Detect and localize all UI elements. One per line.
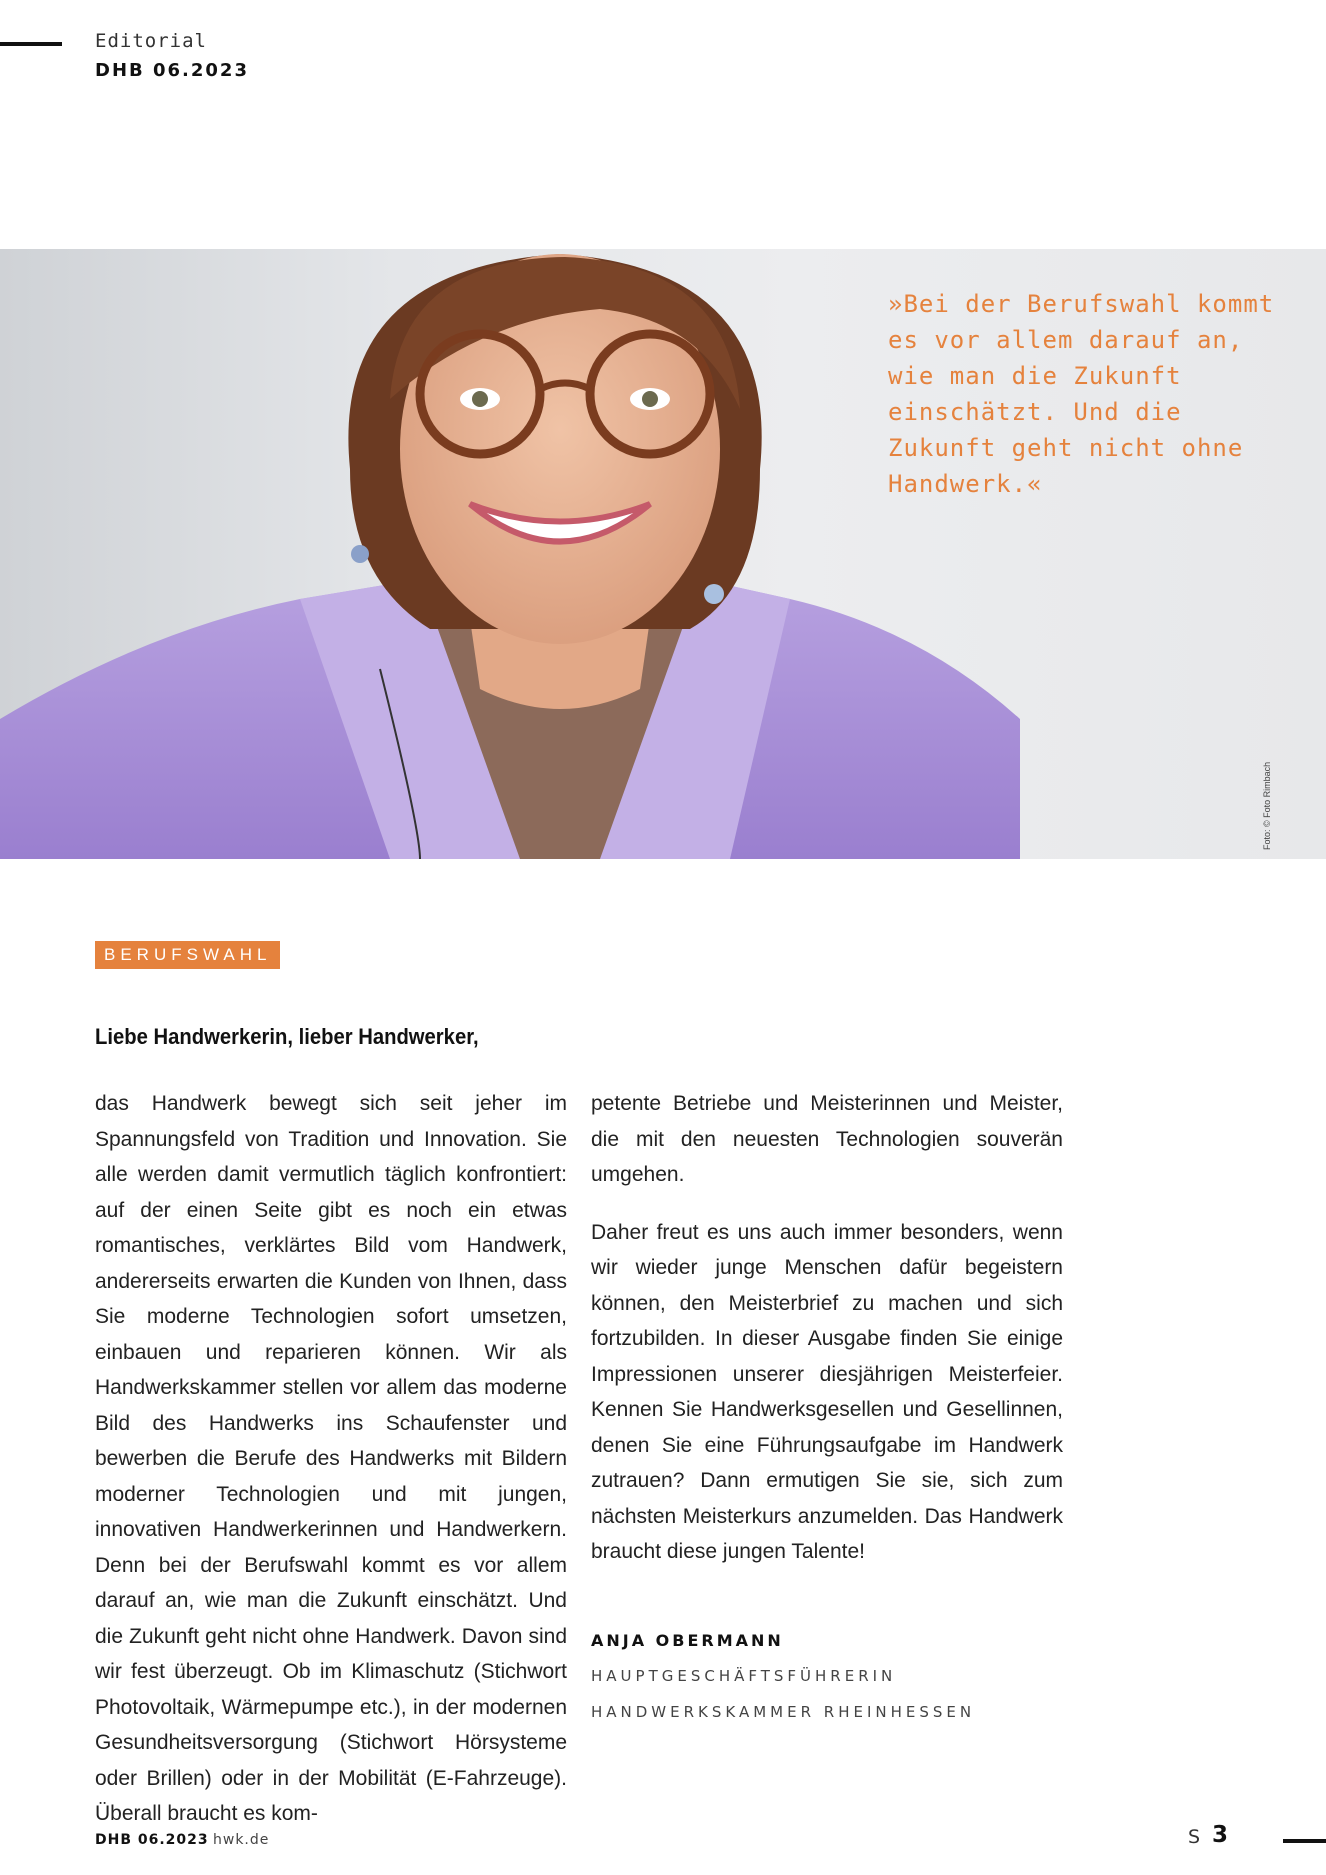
author-organization: HANDWERKSKAMMER RHEINHESSEN — [591, 1703, 976, 1721]
paragraph: Daher freut es uns auch immer besonders, wenn wir wieder junge Menschen dafür begeistern können, den Meisterbrief zu machen und sich fortzubilden. In dieser Ausgabe finden Sie einige Impressionen unserer diesjährigen Meisterfeier. Kennen Sie Handwerksgesellen und Gesellinnen, denen Sie eine Führungsaufgabe im Handwerk zutrauen? Dann ermutigen Sie sie, sich zum nächsten Meisterkurs anzumelden. Das Handwerk braucht diese jungen Talente! — [591, 1220, 1063, 1563]
section-name: Editorial — [95, 30, 207, 52]
author-name: ANJA OBERMANN — [591, 1631, 784, 1650]
article-column-1 — [95, 1086, 567, 1832]
pull-quote: »Bei der Berufswahl kommt es vor allem darauf an, wie man die Zukunft einschätzt. Und die Zukunft geht nicht ohne Handwerk.« — [888, 290, 1275, 498]
issue-label: DHB 06.2023 — [95, 60, 249, 81]
footer-issue: DHB 06.2023 — [95, 1832, 209, 1848]
header-rule — [0, 42, 62, 46]
page-prefix: S — [1188, 1826, 1201, 1848]
article-column-2 — [591, 1086, 1063, 1570]
category-tag: BERUFSWAHL — [95, 941, 280, 969]
footer-rule — [1283, 1839, 1326, 1843]
salutation: Liebe Handwerkerin, lieber Handwerker, — [95, 1024, 479, 1049]
paragraph: petente Betriebe und Meisterinnen und Meister, die mit den neuesten Technologien souverän umgehen. — [591, 1092, 1063, 1186]
footer-website-link[interactable]: hwk.de — [213, 1832, 270, 1848]
page-number: 3 — [1212, 1822, 1229, 1848]
photo-credit: Foto: © Foto Rimbach — [1262, 761, 1272, 850]
paragraph: das Handwerk bewegt sich seit jeher im Spannungsfeld von Tradition und Innovation. Sie alle werden damit vermutlich täglich konfrontiert: auf der einen Seite gibt es noch ein etwas romantisches, verklärtes Bild vom Handwerk, andererseits erwarten die Kunden von Ihnen, dass Sie moderne Technologien sofort umsetzen, einbauen und reparieren können. Wir als Handwerkskammer stellen vor allem das moderne Bild des Handwerks ins Schaufenster und bewerben die Berufe des Handwerks mit Bildern moderner Technologien und mit jungen, innovativen Handwerkerinnen und Handwerkern. Denn bei der Berufswahl kommt es vor allem darauf an, wie man die Zukunft einschätzt. Und die Zukunft geht nicht ohne Handwerk. Davon sind wir fest überzeugt. Ob im Klimaschutz (Stichwort Photovoltaik, Wärmepumpe etc.), in der modernen Gesundheitsversorgung (Stichwort Hörsysteme oder Brillen) oder in der Mobilität (E-Fahrzeuge). Überall braucht es kom- — [95, 1092, 567, 1825]
author-role: HAUPTGESCHÄFTSFÜHRERIN — [591, 1667, 897, 1685]
